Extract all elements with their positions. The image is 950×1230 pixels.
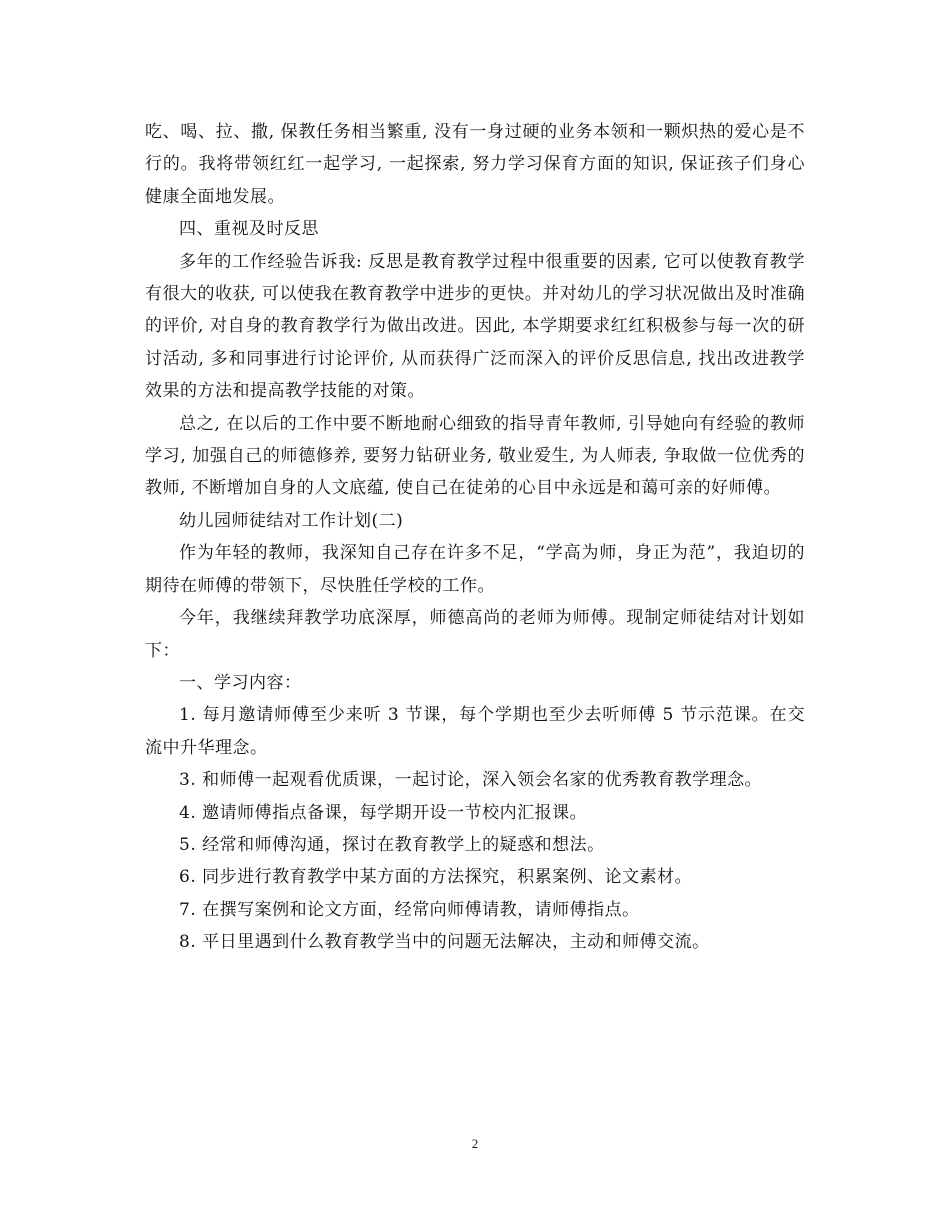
section-heading-reflection: 四、重视及时反思 [179, 219, 319, 240]
document-title-plan-two: 幼儿园师徒结对工作计划(二) [179, 510, 404, 531]
document-body [145, 116, 805, 959]
paragraph-reflection: 多年的工作经验告诉我: 反思是教育教学过程中很重要的因素, 它可以使教育教学有很大的收获, 可以使我在教育教学中进步的更快。并对幼儿的学习状况做出及时准确的评价, 对自身的教育教学行为做出改进。因此, 本学期要求红红积极参与每一次的研讨活动, 多和同事进行讨论评价, 从而获得广泛而深入的评价反思信息, 找出改进教学效果的方法和提高教学技能的对策。 [145, 251, 805, 402]
page-number: 2 [471, 1136, 479, 1151]
list-item: 3. 和师傅一起观看优质课，一起讨论，深入领会名家的优秀教育教学理念。 [179, 770, 763, 791]
section-heading-study-content: 一、学习内容： [179, 672, 302, 693]
paragraph-conclusion: 总之, 在以后的工作中要不断地耐心细致的指导青年教师, 引导她向有经验的教师学习, 加强自己的师德修养, 要努力钻研业务, 敬业爱生, 为人师表, 争取做一位优秀的教师, 不断增加自身的人文底蕴, 使自己在徒弟的心目中永远是和蔼可亲的好师傅。 [145, 413, 805, 499]
paragraph-continued: 吃、喝、拉、撒, 保教任务相当繁重, 没有一身过硬的业务本领和一颗炽热的爱心是不行的。我将带领红红一起学习, 一起探索, 努力学习保育方面的知识, 保证孩子们身心健康全面地发展。 [145, 122, 805, 207]
list-item: 4. 邀请师傅指点备课，每学期开设一节校内汇报课。 [179, 802, 588, 823]
list-item: 6. 同步进行教育教学中某方面的方法探究，积累案例、论文素材。 [179, 867, 693, 888]
list-item: 8. 平日里遇到什么教育教学当中的问题无法解决，主动和师傅交流。 [179, 932, 710, 953]
list-item: 7. 在撰写案例和论文方面，经常向师傅请教，请师傅指点。 [179, 899, 640, 920]
paragraph-intro: 作为年轻的教师，我深知自己存在许多不足，“学高为师，身正为范”，我迫切的期待在师傅的带领下，尽快胜任学校的工作。 [145, 543, 805, 596]
list-item: 5. 经常和师傅沟通，探讨在教育教学上的疑惑和想法。 [179, 834, 605, 855]
list-item: 1. 每月邀请师傅至少来听 3 节课，每个学期也至少去听师傅 5 节示范课。在交流中升华理念。 [145, 705, 805, 758]
paragraph-plan: 今年，我继续拜教学功底深厚，师德高尚的老师为师傅。现制定师徒结对计划如下： [145, 608, 805, 661]
